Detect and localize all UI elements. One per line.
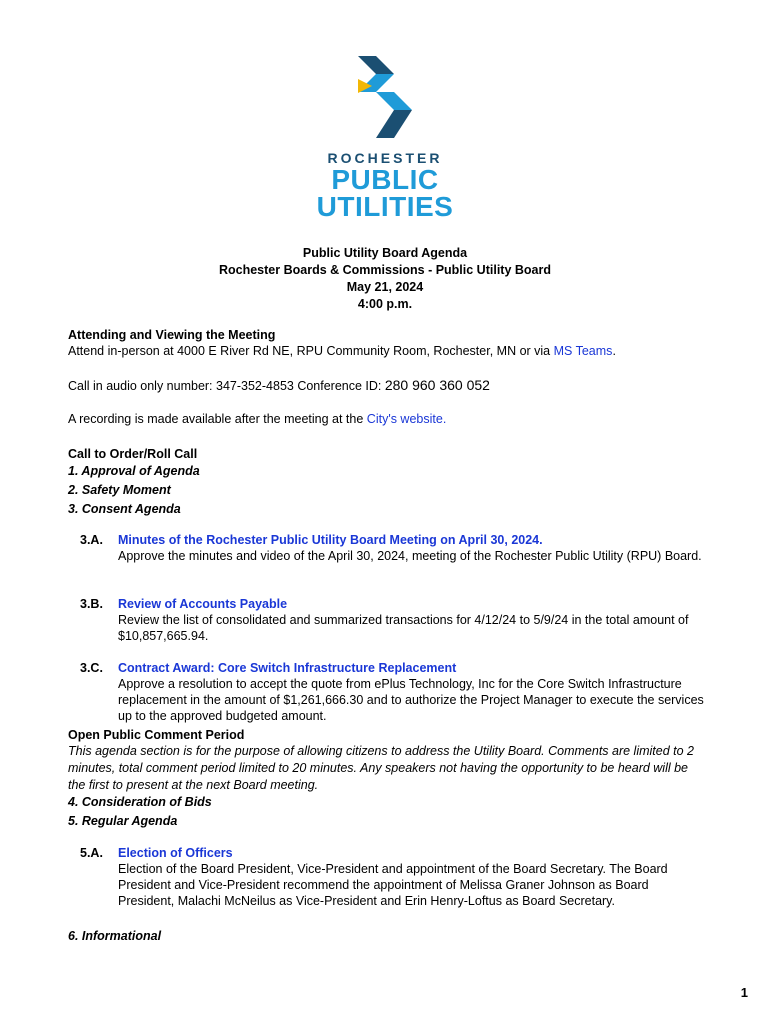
rpu-logo: [300, 52, 470, 220]
sub-item-description: Approve the minutes and video of the April 30, 2024, meeting of the Rochester Public Utility (RPU) Board.: [118, 549, 702, 563]
meeting-date: May 21, 2024: [346, 280, 424, 294]
agenda-item-5: 5. Regular Agenda: [68, 814, 178, 828]
agenda-item-2: 2. Safety Moment: [68, 483, 171, 497]
agenda-header: [0, 245, 770, 313]
attending-section: [68, 327, 708, 359]
open-comment-heading: Open Public Comment Period: [68, 728, 245, 742]
recording-line: A recording is made available after the meeting at the City's website.: [68, 412, 447, 426]
agenda-item-3: 3. Consent Agenda: [68, 502, 181, 516]
accounts-payable-link[interactable]: Review of Accounts Payable: [118, 597, 288, 611]
conference-id: 280 960 360 052: [384, 377, 490, 393]
sub-item-number: 3.C.: [80, 661, 103, 675]
logo-rochester-text: ROCHESTER: [327, 150, 443, 166]
agenda-item-4: 4. Consideration of Bids: [68, 795, 212, 809]
sub-item-description: Approve a resolution to accept the quote from ePlus Technology, Inc for the Core Switch Infrastructure replacement in the amount of $1,261,666.30 and to authorize the Project Manager to execute the services up to the approved budgeted amount.: [118, 677, 704, 723]
ms-teams-link[interactable]: MS Teams: [553, 344, 613, 358]
agenda-item-1: 1. Approval of Agenda: [68, 464, 200, 478]
rpu-chevron-icon: [350, 52, 420, 142]
meeting-time: 4:00 p.m.: [357, 297, 413, 311]
logo-public-text: PUBLIC: [331, 164, 439, 195]
sub-item-number: 3.A.: [80, 533, 103, 547]
sub-item-number: 5.A.: [80, 846, 103, 860]
sub-item-description: Review the list of consolidated and summarized transactions for 4/12/24 to 5/9/24 in the total amount of $10,857,665.94.: [118, 613, 689, 643]
open-comment-text: This agenda section is for the purpose of allowing citizens to address the Utility Board. Comments are limited to 2 minutes, total comment period limited to 20 minutes. Any speakers not having the opportunity to be heard will be the first to present at the next Board meeting.: [68, 744, 695, 792]
page-number: 1: [740, 985, 748, 1000]
sub-item-number: 3.B.: [80, 597, 103, 611]
sub-item-description: Election of the Board President, Vice-President and appointment of the Board Secretary. The Board President and Vice-President recommend the appointment of Melissa Graner Johnson as Board President, Malachi McNeilus as Vice-President and Erin Henry-Loftus as Board Secretary.: [118, 862, 668, 908]
logo-utilities-text: UTILITIES: [316, 191, 454, 222]
agenda-subtitle: Rochester Boards & Commissions - Public Utility Board: [218, 263, 551, 277]
election-of-officers-link[interactable]: Election of Officers: [118, 846, 233, 860]
agenda-item-6: 6. Informational: [68, 929, 162, 943]
agenda-title: Public Utility Board Agenda: [302, 246, 468, 260]
contract-award-link[interactable]: Contract Award: Core Switch Infrastructure Replacement: [118, 661, 457, 675]
attending-text: Attend in-person at 4000 E River Rd NE, RPU Community Room, Rochester, MN or via MS Teams.: [68, 344, 616, 358]
minutes-link[interactable]: Minutes of the Rochester Public Utility Board Meeting on April 30, 2024.: [118, 533, 543, 547]
city-website-link[interactable]: City's website.: [366, 412, 447, 426]
call-to-order: Call to Order/Roll Call: [68, 447, 198, 461]
callin-line: Call in audio only number: 347-352-4853 Conference ID: 280 960 360 052: [68, 377, 490, 393]
attending-heading: Attending and Viewing the Meeting: [68, 328, 276, 342]
